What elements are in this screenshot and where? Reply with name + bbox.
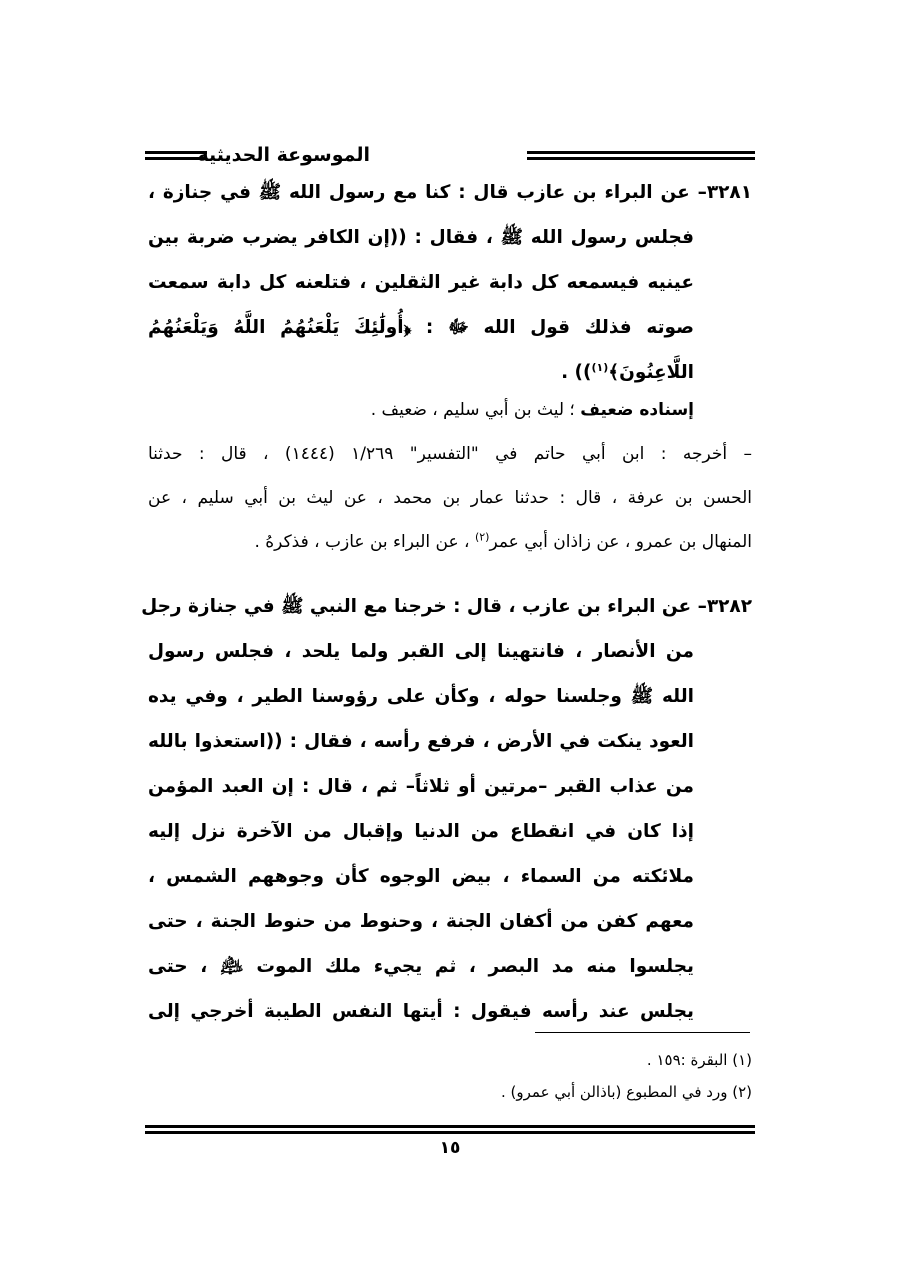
takhrij-line-2: الحسن بن عرفة ، قال : حدثنا عمار بن محمد ، عن ليث بن أبي سليم ، عن xyxy=(148,488,752,508)
hadith-3282-line-4: العود ينكت في الأرض ، فرفع رأسه ، فقال : ((استعذوا بالله xyxy=(148,731,694,752)
footer-rule xyxy=(145,1125,755,1134)
hadith-3282-line-9: يجلسوا منه مد البصر ، ثم يجيء ملك الموت ﵇ ، حتى xyxy=(148,956,694,977)
takhrij-line-3 xyxy=(148,520,752,564)
hadith-3282-line-3: الله ﷺ وجلسنا حوله ، وكأن على رؤوسنا الطير ، وفي يده xyxy=(148,686,694,707)
header-rule-left xyxy=(145,151,207,160)
footnotes xyxy=(148,1044,752,1108)
running-header xyxy=(145,143,755,169)
hadith-3282-line-1: ٣٢٨٢– عن البراء بن عازب ، قال : خرجنا مع النبي ﷺ في جنازة رجل xyxy=(141,596,752,617)
isnad-line xyxy=(148,388,752,432)
footnote-ref-2[interactable]: (٢) xyxy=(474,530,490,544)
quran-verse-end: اللَّاعِنُونَ﴾ xyxy=(608,362,694,383)
hadith-3282-line-2: من الأنصار ، فانتهينا إلى القبر ولما يلحد ، فجلس رسول xyxy=(148,641,694,662)
isnad-rest: ؛ ليث بن أبي سليم ، ضعيف . xyxy=(370,400,581,420)
hadith-3281-line-4: صوته فذلك قول الله ﷻ : ﴿أُولَٰئِكَ يَلْعَنُهُمُ اللَّهُ وَيَلْعَنُهُمُ xyxy=(148,317,694,338)
header-title: الموسوعة الحديثية xyxy=(197,144,370,166)
quote-close: )) . xyxy=(561,362,592,383)
page-number: ١٥ xyxy=(439,1138,461,1158)
footnote-2: (٢) ورد في المطبوع (باذالن أبي عمرو) . xyxy=(501,1083,752,1101)
hadith-3281-line-1: ٣٢٨١– عن البراء بن عازب قال : كنا مع رسول الله ﷺ في جنازة ، xyxy=(148,182,752,203)
hadith-3282-line-8: معهم كفن من أكفان الجنة ، وحنوط من حنوط الجنة ، حتى xyxy=(148,911,694,932)
isnad-label: إسناده ضعيف xyxy=(580,400,694,420)
takhrij-line-3-a: المنهال بن عمرو ، عن زاذان أبي عمر xyxy=(489,532,752,552)
hadith-3282-line-5: من عذاب القبر –مرتين أو ثلاثاً– ثم ، قال : إن العبد المؤمن xyxy=(148,776,694,797)
hadith-3281 xyxy=(148,170,752,395)
hadith-3282-line-7: ملائكته من السماء ، بيض الوجوه كأن وجوههم الشمس ، xyxy=(148,866,694,887)
header-rule-right xyxy=(527,151,755,160)
footnote-ref-1[interactable]: (١) xyxy=(591,360,609,374)
takhrij-line-3-b: ، عن البراء بن عازب ، فذكرهُ . xyxy=(254,532,475,552)
takhrij-3281 xyxy=(148,388,752,564)
takhrij-line-1: – أخرجه : ابن أبي حاتم في "التفسير" ١/٢٦٩ (١٤٤٤) ، قال : حدثنا xyxy=(148,444,752,464)
hadith-3281-line-2: فجلس رسول الله ﷺ ، فقال : ((إن الكافر يضرب ضربة بين xyxy=(148,227,694,248)
footnote-separator xyxy=(535,1032,750,1033)
hadith-3282 xyxy=(141,584,752,1034)
hadith-3282-line-10: يجلس عند رأسه فيقول : أيتها النفس الطيبة أخرجي إلى xyxy=(148,1001,694,1022)
hadith-3281-line-3: عينيه فيسمعه كل دابة غير الثقلين ، فتلعنه كل دابة سمعت xyxy=(148,272,694,293)
footnote-1: (١) البقرة :١٥٩ . xyxy=(646,1051,752,1069)
hadith-3282-line-6: إذا كان في انقطاع من الدنيا وإقبال من الآخرة نزل إليه xyxy=(148,821,694,842)
